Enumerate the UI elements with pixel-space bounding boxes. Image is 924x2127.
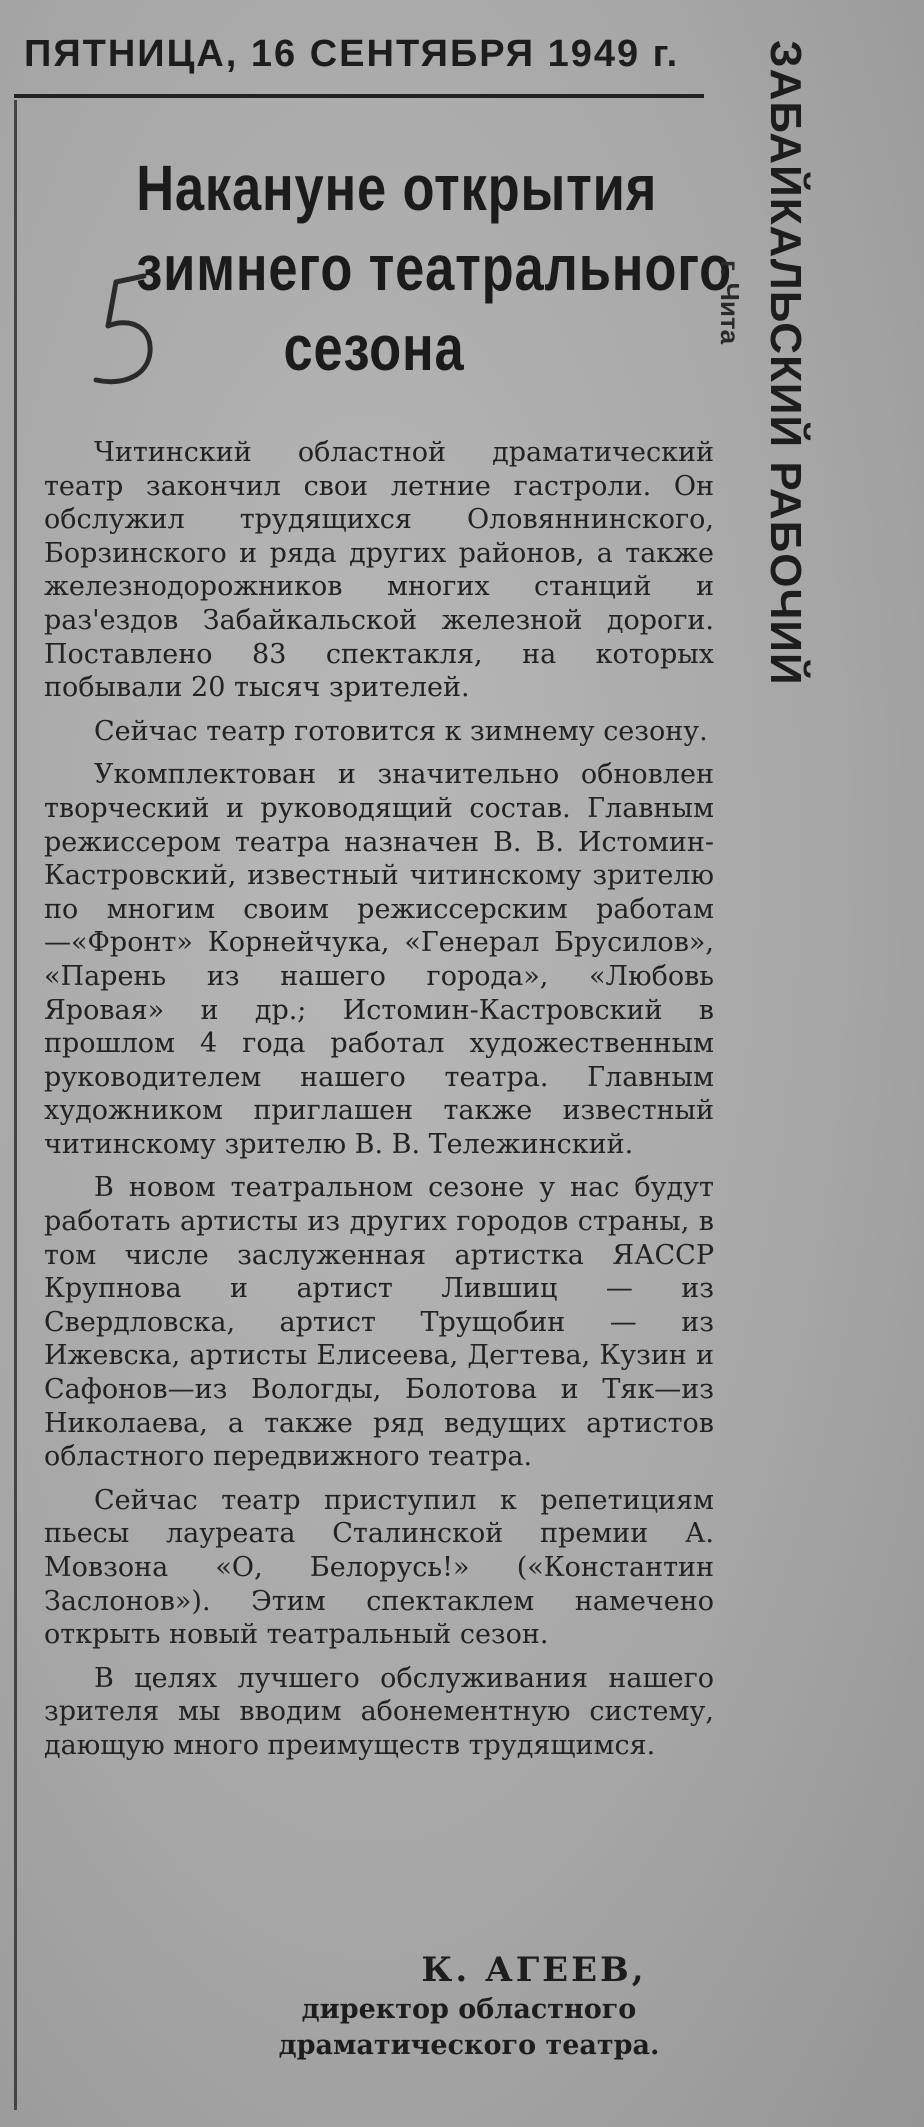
handwritten-mark [86,268,176,398]
author-signature [244,1948,694,2064]
column-rule [14,100,17,2110]
author-title-line-2: драматического театра. [278,2030,660,2061]
headline-line-2: зимнего театрального [136,232,733,304]
header-rule [14,94,704,98]
article-body [44,436,714,1773]
vertical-masthead [715,40,850,686]
paragraph: Сейчас театр приступил к репетициям пьесы лауреата Сталинской премии А. Мовзона «О, Белорусь!» («Константин Заслонов»). Этим спектаклем намечено открыть новый театральный сезон. [44,1484,714,1651]
headline-line-3: сезона [283,312,465,384]
dateline: ПЯТНИЦА, 16 СЕНТЯБРЯ 1949 г. [24,33,680,75]
paragraph: Сейчас театр готовится к зимнему сезону. [94,715,708,747]
headline-line-1: Накануне открытия [136,152,658,224]
paragraph: Читинский областной драматический театр закончил свои летние гастроли. Он обслужил трудящихся Оловяннинского, Борзинского и ряда других районов, а также железнодорожников многих станций и раз'ездов Забайкальской железной дороги. Поставлено 83 спектакля, на которых побывали 20 тысяч зрителей. [44,437,714,704]
paragraph: В целях лучшего обслуживания нашего зрителя мы вводим абонементную систему, дающую много преимуществ трудящимся. [44,1662,714,1761]
paragraph: Укомплектован и значительно обновлен творческий и руководящий состав. Главным режиссером театра назначен В. В. Истомин-Кастровский, известный читинскому зрителю по многим своим режиссерским работам—«Фронт» Корнейчука, «Генерал Брусилов», «Парень из нашего города», «Любовь Яровая» и др.; Истомин-Кастровский в прошлом 4 года работал художественным руководителем нашего театра. Главным художником приглашен также известный читинскому зрителю В. В. Тележинский. [44,759,714,1160]
newspaper-city: г. Чита [715,260,745,345]
author-name: К. АГЕЕВ, [421,1950,647,1990]
newspaper-title: ЗАБАЙКАЛЬСКИЙ РАБОЧИЙ [761,40,810,686]
paragraph: В новом театральном сезоне у нас будут работать артисты из других городов страны, в том числе заслуженная артистка ЯАССР Крупнова и артист Лившиц — из Свердловска, артист Трущобин — из Ижевска, артисты Елисеева, Дегтева, Кузин и Сафонов—из Вологды, Болотова и Тяк—из Николаева, а также ряд ведущих артистов областного передвижного театра. [44,1172,714,1473]
author-title-line-1: директор областного [301,1994,637,2025]
